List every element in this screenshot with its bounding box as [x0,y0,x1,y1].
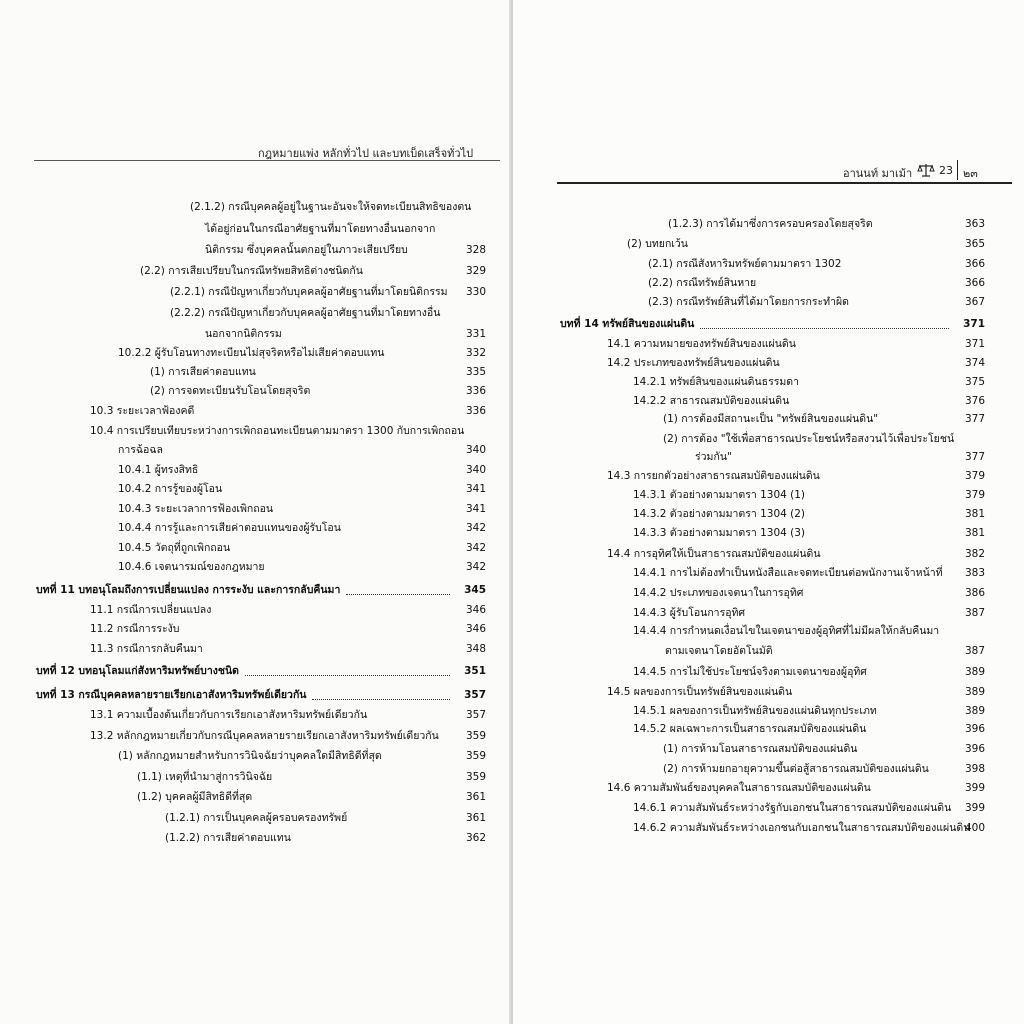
right-toc-entry-title: 14.3.1 ตัวอย่างตามมาตรา 1304 (1) [633,489,806,501]
right-toc-entry-title: 14.4.3 ผู้รับโอนการอุทิศ [633,607,746,619]
left-toc-entry-title: 10.4.1 ผู้ทรงสิทธิ [118,464,199,476]
left-toc-entry-title: 11.3 กรณีการกลับคืนมา [90,643,203,655]
right-toc-entry [695,450,732,464]
left-toc-entry [170,285,448,299]
left-toc-entry-page: 361 [465,791,486,803]
right-toc-entry-title: (2) การห้ามยกอายุความขึ้นต่อสู้สาธารณสมบัติของแผ่นดิน [663,763,929,775]
right-toc-entry-title: 14.6.2 ความสัมพันธ์ระหว่างเอกชนกับเอกชนในสาธารณสมบัติของแผ่นดิน [633,822,971,834]
right-toc-entry [633,801,951,815]
left-toc-entry-title: 10.3 ระยะเวลาฟ้องคดี [90,405,195,417]
left-toc-entry-page: 359 [465,771,486,783]
left-toc-entry [165,811,347,825]
right-toc-entry-page: 387 [964,645,985,657]
left-toc-entry [90,729,439,743]
left-toc-entry-page: 341 [465,483,486,495]
left-toc-entry-title: นิติกรรม ซึ่งบุคคลนั้นตกอยู่ในภาวะเสียเปรียบ [205,244,408,256]
right-toc-entry [663,412,878,426]
left-toc-entry [90,708,367,722]
right-toc-entry [633,586,803,600]
right-toc-entry-page: 398 [964,763,985,775]
left-toc-entry-title: นอกจากนิติกรรม [205,328,282,340]
right-toc-entry-title: (1.2.3) การได้มาซึ่งการครอบครองโดยสุจริต [668,218,873,230]
right-toc-entry-page: 365 [964,238,985,250]
left-toc-entry [90,424,464,438]
left-toc-entry-title: การฉ้อฉล [118,444,163,456]
left-toc-leader-dots [245,675,450,676]
right-toc-entry-page: 389 [964,686,985,698]
left-toc-entry-page: 328 [465,244,486,256]
left-toc-entry-title: (1.1) เหตุที่นำมาสู่การวินิจฉัย [137,771,273,783]
left-toc-entry-title: 11.1 กรณีการเปลี่ยนแปลง [90,604,212,616]
right-toc-entry [633,488,805,502]
right-toc-entry-title: บทที่ 14 ทรัพย์สินของแผ่นดิน [560,318,695,330]
right-toc-entry-page: 399 [964,802,985,814]
left-toc-entry [90,404,194,418]
right-toc-entry-page: 399 [964,782,985,794]
left-toc-entry-page: 342 [465,542,486,554]
right-toc-entry-title: 14.4.2 ประเภทของเจตนาในการอุทิศ [633,587,804,599]
left-toc-entry-page: 332 [465,347,486,359]
right-toc-entry-page: 387 [964,607,985,619]
right-toc-entry-title: 14.6 ความสัมพันธ์ของบุคคลในสาธารณสมบัติของแผ่นดิน [607,782,871,794]
right-toc-entry-page: 382 [964,548,985,560]
right-toc-entry [633,566,943,580]
right-toc-entry-title: 14.2 ประเภทของทรัพย์สินของแผ่นดิน [607,357,780,369]
right-toc-entry-title: 14.1 ความหมายของทรัพย์สินของแผ่นดิน [607,338,796,350]
right-toc-entry-page: 366 [964,258,985,270]
left-toc-entry [118,521,341,535]
right-toc-entry-title: 14.4 การอุทิศให้เป็นสาธารณสมบัติของแผ่นดิน [607,548,821,560]
right-toc-entry [607,685,792,699]
right-toc-entry-page: 379 [964,470,985,482]
left-toc-leader-dots [346,594,450,595]
left-toc-entry [118,502,273,516]
left-toc-entry-title: 10.4.2 การรู้ของผู้โอน [118,483,223,495]
scales-of-justice-icon [917,162,935,178]
right-toc-entry-page: 363 [964,218,985,230]
right-page [513,0,1024,1024]
right-toc-entry-page: 396 [964,743,985,755]
left-toc-entry [190,200,471,214]
left-toc-entry-page: 340 [465,444,486,456]
left-toc-entry-title: (2.2) การเสียเปรียบในกรณีทรัพยสิทธิต่างชนิดกัน [140,265,363,277]
right-toc-entry-page: 371 [964,338,985,350]
right-running-head: อานนท์ มาเม้า [843,167,913,180]
left-toc-entry-title: 10.4.4 การรู้และการเสียค่าตอบแทนของผู้รับโอน [118,522,341,534]
right-header-rule [557,182,1012,184]
right-toc-entry-title: (2.2) กรณีทรัพย์สินหาย [648,277,757,289]
left-toc-entry-page: 362 [465,832,486,844]
right-toc-entry [648,257,841,271]
right-toc-entry-title: 14.4.1 การไม่ต้องทำเป็นหนังสือและจดทะเบียนต่อพนักงานเจ้าหน้าที่ [633,567,943,579]
right-toc-entry-title: 14.4.5 การไม่ใช้ประโยชน์จริงตามเจตนาของผู้อุทิศ [633,666,867,678]
left-toc-entry-title: 10.4.3 ระยะเวลาการฟ้องเพิกถอน [118,503,274,515]
left-toc-entry-title: 13.1 ความเบื้องต้นเกี่ยวกับการเรียกเอาสังหาริมทรัพย์เดียวกัน [90,709,368,721]
right-toc-entry-page: 386 [964,587,985,599]
right-toc-entry [560,317,694,331]
left-toc-entry-page: 351 [464,665,486,677]
left-toc-entry-title: 10.4.6 เจตนารมณ์ของกฎหมาย [118,561,265,573]
left-toc-entry-page: 342 [465,522,486,534]
left-header-rule [34,160,500,161]
right-toc-entry-title: (1) การต้องมีสถานะเป็น "ทรัพย์สินของแผ่นดิน" [663,413,879,425]
left-toc-entry-title: (2.2.1) กรณีปัญหาเกี่ยวกับบุคคลผู้อาศัยฐานที่มาโดยนิติกรรม [170,286,448,298]
left-toc-entry-title: (1.2.2) การเสียค่าตอบแทน [165,832,291,844]
right-toc-entry-page: 389 [964,666,985,678]
left-toc-entry [90,603,211,617]
right-toc-entry-title: 14.2.2 สาธารณสมบัติของแผ่นดิน [633,395,790,407]
left-toc-entry-page: 336 [465,385,486,397]
left-toc-entry [118,560,265,574]
right-toc-entry-page: 367 [964,296,985,308]
left-toc-entry [36,664,239,678]
left-toc-entry-title: บทที่ 13 กรณีบุคคลหลายรายเรียกเอาสังหาริมทรัพย์เดียวกัน [36,689,307,701]
left-toc-entry [36,583,340,597]
right-toc-entry-title: (2.3) กรณีทรัพย์สินที่ได้มาโดยการกระทำผิด [648,296,849,308]
right-toc-entry [648,295,849,309]
left-toc-entry-page: 357 [465,709,486,721]
left-toc-entry [36,688,306,702]
left-toc-entry-page: 359 [465,750,486,762]
left-toc-entry [165,831,291,845]
left-toc-entry [205,243,408,257]
right-toc-entry [633,526,805,540]
left-toc-entry-title: บทที่ 11 บทอนุโลมถึงการเปลี่ยนแปลง การระงับ และการกลับคืนมา [36,584,341,596]
left-toc-entry-title: 10.4 การเปรียบเทียบระหว่างการเพิกถอนทะเบียนตามมาตรา 1300 กับการเพิกถอน [90,425,465,437]
page-number-divider [957,160,958,180]
right-toc-entry [607,337,796,351]
left-toc-entry [205,222,435,236]
left-toc-entry-page: 348 [465,643,486,655]
left-toc-entry [170,306,440,320]
left-toc-entry [118,482,222,496]
left-toc-entry-page: 335 [465,366,486,378]
right-toc-entry [607,356,780,370]
left-toc-entry-page: 329 [465,265,486,277]
right-toc-entry [663,762,929,776]
left-page [0,0,511,1024]
right-toc-entry-title: 14.3.3 ตัวอย่างตามมาตรา 1304 (3) [633,527,806,539]
right-toc-entry [648,276,756,290]
left-toc-entry-title: 11.2 กรณีการระงับ [90,623,180,635]
right-toc-entry [607,469,820,483]
right-toc-entry-title: (2) บทยกเว้น [627,238,688,250]
right-toc-entry [627,237,688,251]
right-toc-entry-page: 376 [964,395,985,407]
left-toc-entry [118,346,384,360]
left-toc-entry-page: 345 [464,584,486,596]
right-toc-entry [633,375,799,389]
right-toc-entry-title: 14.3.2 ตัวอย่างตามมาตรา 1304 (2) [633,508,806,520]
left-toc-entry [140,264,363,278]
right-toc-entry-title: 14.4.4 การกำหนดเงื่อนไขในเจตนาของผู้อุทิศที่ไม่มีผลให้กลับคืนมา [633,625,940,637]
left-toc-entry-page: 340 [465,464,486,476]
right-toc-entry-page: 375 [964,376,985,388]
right-toc-entry-title: 14.5 ผลของการเป็นทรัพย์สินของแผ่นดิน [607,686,793,698]
left-toc-entry-page: 346 [465,604,486,616]
right-toc-entry-title: (1) การห้ามโอนสาธารณสมบัติของแผ่นดิน [663,743,858,755]
left-toc-entry-title: 10.2.2 ผู้รับโอนทางทะเบียนไม่สุจริตหรือไม่เสียค่าตอบแทน [118,347,385,359]
right-toc-entry-title: 14.3 การยกตัวอย่างสาธารณสมบัติของแผ่นดิน [607,470,820,482]
left-toc-entry [118,443,163,457]
left-toc-entry-page: 361 [465,812,486,824]
left-toc-entry [205,327,282,341]
left-toc-entry [118,541,230,555]
right-toc-entry-title: ตามเจตนาโดยอัตโนมัติ [665,645,773,657]
right-toc-entry [663,742,857,756]
left-toc-entry [118,463,198,477]
right-toc-entry [633,665,867,679]
left-toc-entry-title: (1) การเสียค่าตอบแทน [150,366,256,378]
left-toc-leader-dots [312,699,450,700]
right-toc-entry [633,821,970,835]
page-number-arabic: 23 [939,164,953,177]
right-toc-entry-title: (2.1) กรณีสังหาริมทรัพย์ตามมาตรา 1302 [648,258,842,270]
right-toc-entry-title: 14.5.1 ผลของการเป็นทรัพย์สินของแผ่นดินทุกประเภท [633,705,877,717]
right-toc-entry [665,644,773,658]
left-toc-entry-page: 359 [465,730,486,742]
left-toc-entry-title: (2) การจดทะเบียนรับโอนโดยสุจริต [150,385,311,397]
right-toc-entry-page: 381 [964,508,985,520]
right-toc-entry-page: 389 [964,705,985,717]
right-toc-entry [607,781,871,795]
left-toc-entry-title: บทที่ 12 บทอนุโลมแก่สังหาริมทรัพย์บางชนิด [36,665,239,677]
left-toc-entry-title: (1.2) บุคคลผู้มีสิทธิดีที่สุด [137,791,253,803]
left-toc-entry-title: 10.4.5 วัตถุที่ถูกเพิกถอน [118,542,231,554]
right-toc-entry-title: 14.5.2 ผลเฉพาะการเป็นสาธารณสมบัติของแผ่นดิน [633,723,867,735]
right-toc-entry [633,624,939,638]
left-toc-entry-page: 331 [465,328,486,340]
left-toc-entry-title: 13.2 หลักกฎหมายเกี่ยวกับกรณีบุคคลหลายรายเรียกเอาสังหาริมทรัพย์เดียวกัน [90,730,439,742]
right-toc-entry-title: 14.2.1 ทรัพย์สินของแผ่นดินธรรมดา [633,376,799,388]
left-toc-entry-page: 336 [465,405,486,417]
page-number-thai: ๒๓ [963,167,978,180]
right-toc-entry-page: 383 [964,567,985,579]
right-toc-entry-page: 400 [964,822,985,834]
right-toc-entry [607,547,821,561]
left-toc-entry-page: 357 [464,689,486,701]
right-toc-entry-title: (2) การต้อง "ใช้เพื่อสาธารณประโยชน์หรือสงวนไว้เพื่อประโยชน์ [663,433,955,445]
right-toc-entry-title: ร่วมกัน" [695,451,732,463]
left-toc-entry-title: (1.2.1) การเป็นบุคคลผู้ครอบครองทรัพย์ [165,812,348,824]
left-toc-entry [137,770,272,784]
right-toc-entry-page: 377 [964,413,985,425]
left-toc-entry [90,642,203,656]
right-toc-entry [633,394,789,408]
right-toc-entry [633,704,877,718]
right-toc-entry-page: 377 [964,451,985,463]
right-toc-entry [663,432,954,446]
left-toc-entry-page: 342 [465,561,486,573]
left-toc-entry [150,384,310,398]
left-toc-entry-title: (1) หลักกฎหมายสำหรับการวินิจฉัยว่าบุคคลใดมีสิทธิดีที่สุด [118,750,382,762]
right-toc-entry [668,217,873,231]
right-toc-entry-page: 381 [964,527,985,539]
left-toc-entry-title: (2.2.2) กรณีปัญหาเกี่ยวกับบุคคลผู้อาศัยฐานที่มาโดยทางอื่น [170,307,441,319]
right-toc-entry-page: 366 [964,277,985,289]
right-toc-entry-page: 379 [964,489,985,501]
left-toc-entry [150,365,256,379]
left-toc-entry [118,749,382,763]
left-toc-entry-page: 341 [465,503,486,515]
right-toc-entry-page: 374 [964,357,985,369]
left-toc-entry [90,622,179,636]
right-toc-entry-title: 14.6.1 ความสัมพันธ์ระหว่างรัฐกับเอกชนในสาธารณสมบัติของแผ่นดิน [633,802,952,814]
right-toc-entry [633,722,866,736]
left-toc-entry-page: 346 [465,623,486,635]
right-toc-entry-page: 396 [964,723,985,735]
left-toc-entry-title: (2.1.2) กรณีบุคคลผู้อยู่ในฐานะอันจะให้จดทะเบียนสิทธิของตน [190,201,472,213]
left-toc-entry-page: 330 [465,286,486,298]
right-toc-entry [633,507,805,521]
left-running-head: กฎหมายแพ่ง หลักทั่วไป และบทเบ็ดเสร็จทั่วไป [258,147,474,160]
right-toc-entry [633,606,745,620]
right-toc-entry-page: 371 [963,318,985,330]
right-toc-leader-dots [700,328,949,329]
left-toc-entry [137,790,252,804]
left-toc-entry-title: ได้อยู่ก่อนในกรณีอาศัยฐานที่มาโดยทางอื่นนอกจาก [205,223,436,235]
